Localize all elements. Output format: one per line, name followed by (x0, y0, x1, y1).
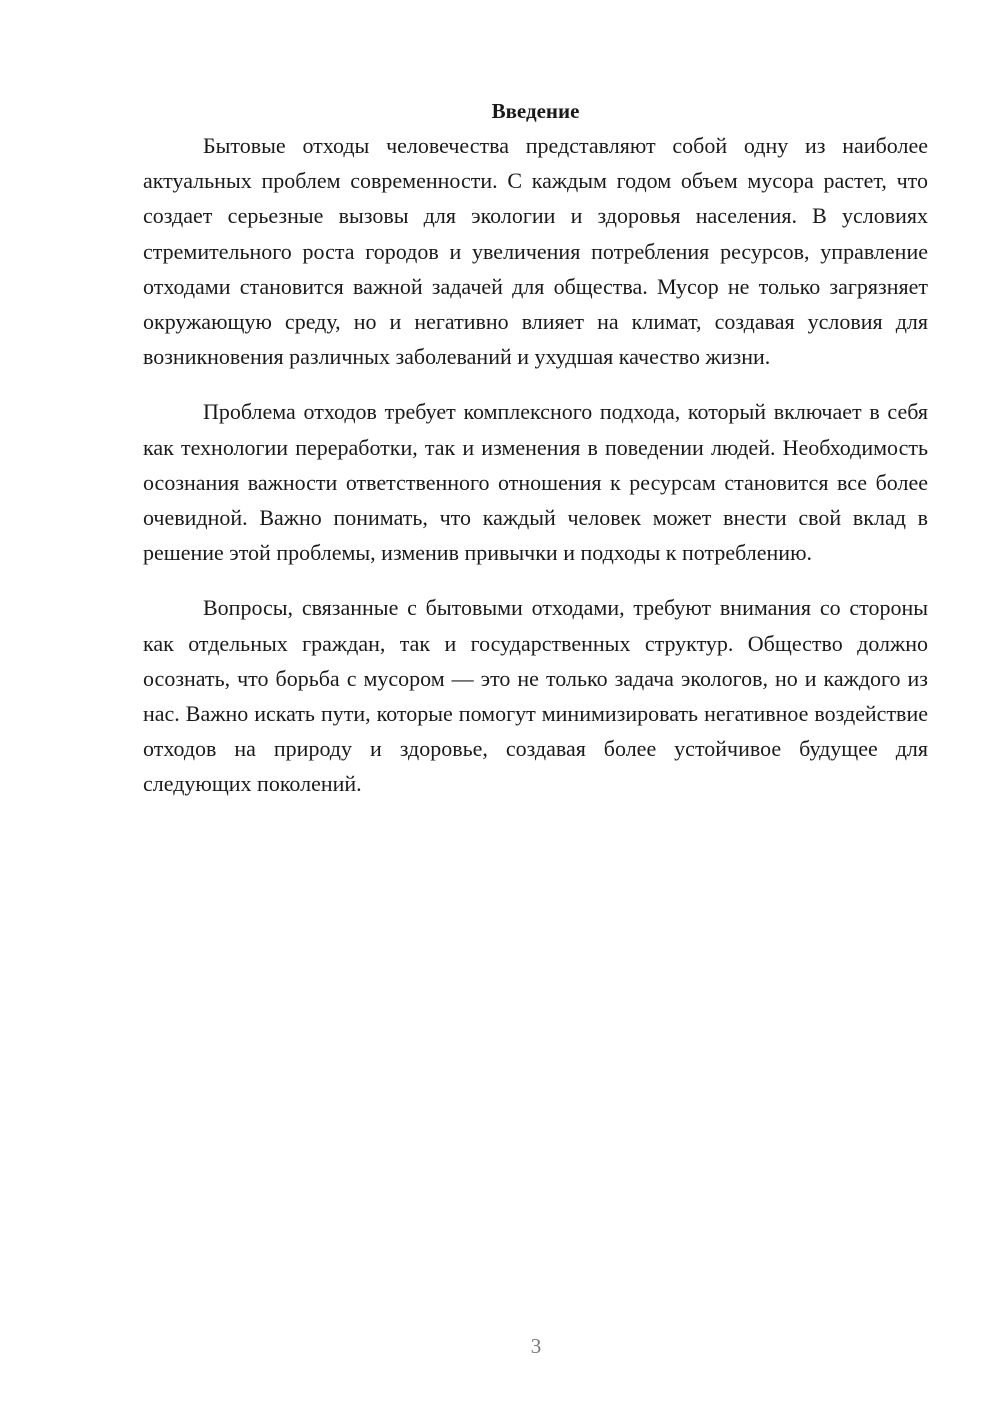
paragraph-2: Проблема отходов требует комплексного подхода, который включает в себя как технологии переработки, так и изменения в поведении людей. Необходимость осознания важности ответственного отношения к ресурсам становится все более очевидной. Важно понимать, что каждый человек может внести свой вклад в решение этой проблемы, изменив привычки и подходы к потреблению. (143, 399, 928, 566)
page-number: 3 (530, 1334, 542, 1358)
page-content (143, 94, 928, 822)
paragraph-3: Вопросы, связанные с бытовыми отходами, требуют внимания со стороны как отдельных граждан, так и государственных структур. Общество должно осознать, что борьба с мусором — это не только задача экологов, но и каждого из нас. Важно искать пути, которые помогут минимизировать негативное воздействие отходов на природу и здоровье, создавая более устойчивое будущее для следующих поколений. (143, 595, 928, 797)
section-title: Введение (491, 99, 580, 123)
paragraph-1: Бытовые отходы человечества представляют собой одну из наиболее актуальных проблем современности. С каждым годом объем мусора растет, что создает серьезные вызовы для экологии и здоровья населения. В условиях стремительного роста городов и увеличения потребления ресурсов, управление отходами становится важной задачей для общества. Мусор не только загрязняет окружающую среду, но и негативно влияет на климат, создавая условия для возникновения различных заболеваний и ухудшая качество жизни. (143, 133, 928, 370)
